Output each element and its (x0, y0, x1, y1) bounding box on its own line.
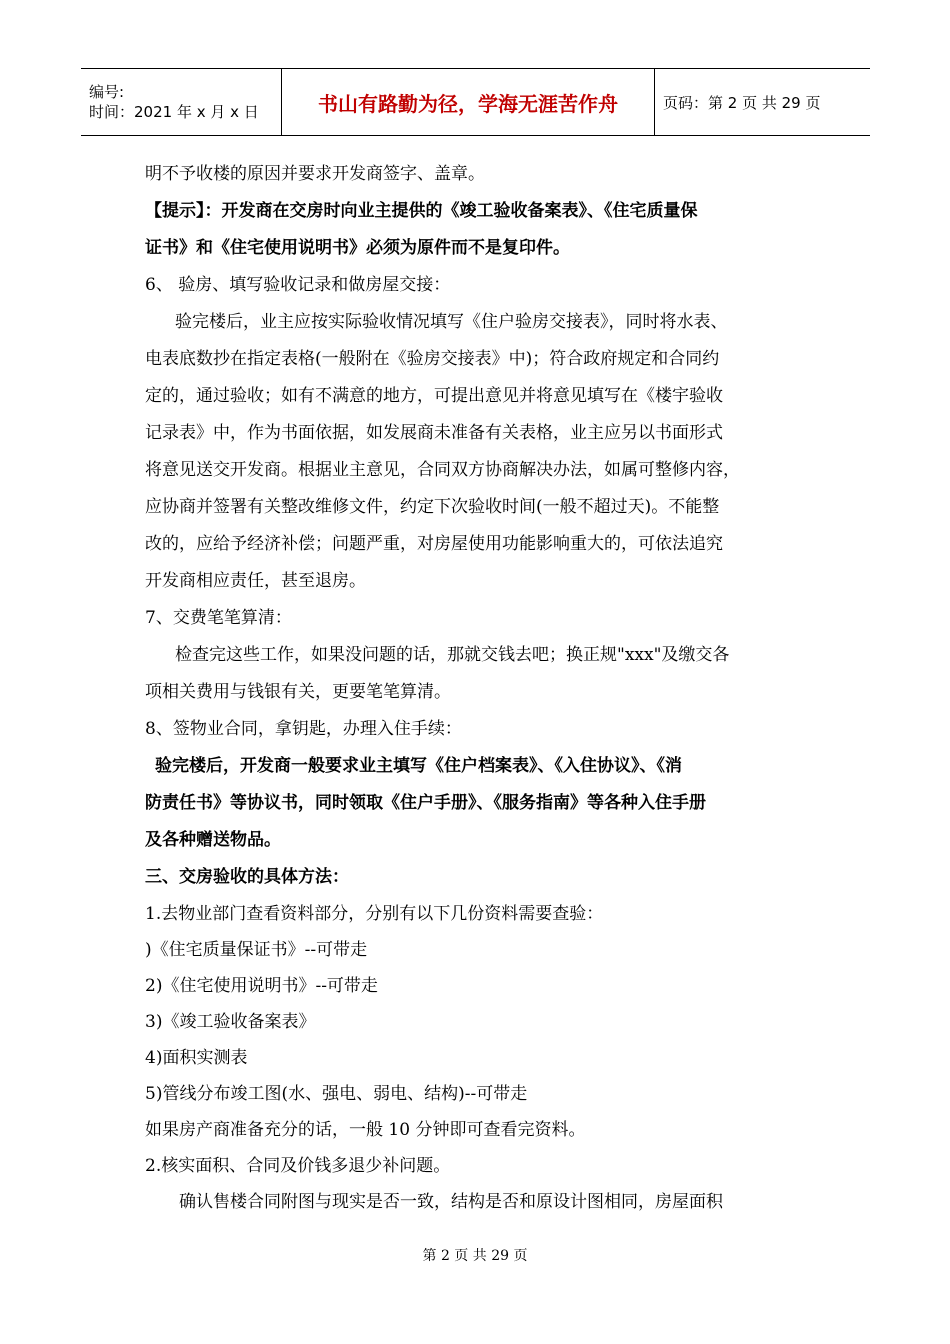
motto: 书山有路勤为径，学海无涯苦作舟 (282, 69, 655, 135)
bold-body-line: 防责任书》等协议书，同时领取《住户手册》、《服务指南》等各种入住手册 (145, 793, 706, 813)
bold-body-line: 验完楼后，开发商一般要求业主填写《住户档案表》、《入住协议》、《消 (155, 756, 682, 776)
list-item: 5)管线分布竣工图(水、强电、弱电、结构)--可带走 (145, 1084, 528, 1104)
header-table (81, 68, 870, 136)
section-heading: 6、 验房、填写验收记录和做房屋交接： (145, 275, 451, 295)
list-item: 3)《竣工验收备案表》 (145, 1012, 316, 1032)
document-body (145, 156, 815, 1220)
body-line: 将意见送交开发商。根据业主意见，合同双方协商解决办法，如属可整修内容， (145, 460, 740, 480)
body-line: 改的，应给予经济补偿；问题严重，对房屋使用功能影响重大的，可依法追究 (145, 534, 723, 554)
number-label: 编号: (89, 83, 125, 101)
body-line: 如果房产商准备充分的话，一般 10 分钟即可查看完资料。 (145, 1120, 586, 1140)
list-heading: 2.核实面积、合同及价钱多退少补问题。 (145, 1156, 451, 1176)
tip-line: 【提示】：开发商在交房时向业主提供的《竣工验收备案表》、《住宅质量保 (145, 201, 698, 221)
body-line: 应协商并签署有关整改维修文件，约定下次验收时间(一般不超过天)。不能整 (145, 497, 720, 517)
tip-line: 证书》和《住宅使用说明书》必须为原件而不是复印件。 (145, 238, 570, 258)
body-line: 记录表》中，作为书面依据，如发展商未准备有关表格，业主应另以书面形式 (145, 423, 723, 443)
page-footer: 第 2 页 共 29 页 (422, 1248, 528, 1264)
list-item: 4)面积实测表 (145, 1048, 248, 1068)
body-line: 定的，通过验收；如有不满意的地方，可提出意见并将意见填写在《楼宇验收 (145, 386, 723, 406)
body-line: 明不予收楼的原因并要求开发商签字、盖章。 (145, 164, 485, 184)
list-item: 2)《住宅使用说明书》--可带走 (145, 976, 378, 996)
list-item: )《住宅质量保证书》--可带走 (145, 940, 368, 960)
list-heading: 1.去物业部门查看资料部分，分别有以下几份资料需要查验： (145, 904, 604, 924)
body-line: 电表底数抄在指定表格(一般附在《验房交接表》中)；符合政府规定和合同约 (145, 349, 720, 369)
body-line: 开发商相应责任，甚至退房。 (145, 571, 366, 591)
date-label: 时间：2021 年 x 月 x 日 (89, 103, 259, 121)
chapter-heading: 三、交房验收的具体方法： (145, 867, 349, 887)
body-line: 验完楼后，业主应按实际验收情况填写《住户验房交接表》，同时将水表、 (175, 312, 728, 332)
section-heading: 8、签物业合同，拿钥匙，办理入住手续： (145, 719, 462, 739)
page-label: 页码：第 2 页 共 29 页 (663, 93, 821, 112)
body-line: 确认售楼合同附图与现实是否一致，结构是否和原设计图相同，房屋面积 (179, 1192, 723, 1212)
header-left-cell (81, 69, 282, 135)
body-line: 检查完这些工作，如果没问题的话，那就交钱去吧；换正规"xxx"及缴交各 (175, 645, 730, 665)
bold-body-line: 及各种赠送物品。 (145, 830, 281, 850)
section-heading: 7、交费笔笔算清： (145, 608, 292, 628)
body-line: 项相关费用与钱银有关，更要笔笔算清。 (145, 682, 451, 702)
